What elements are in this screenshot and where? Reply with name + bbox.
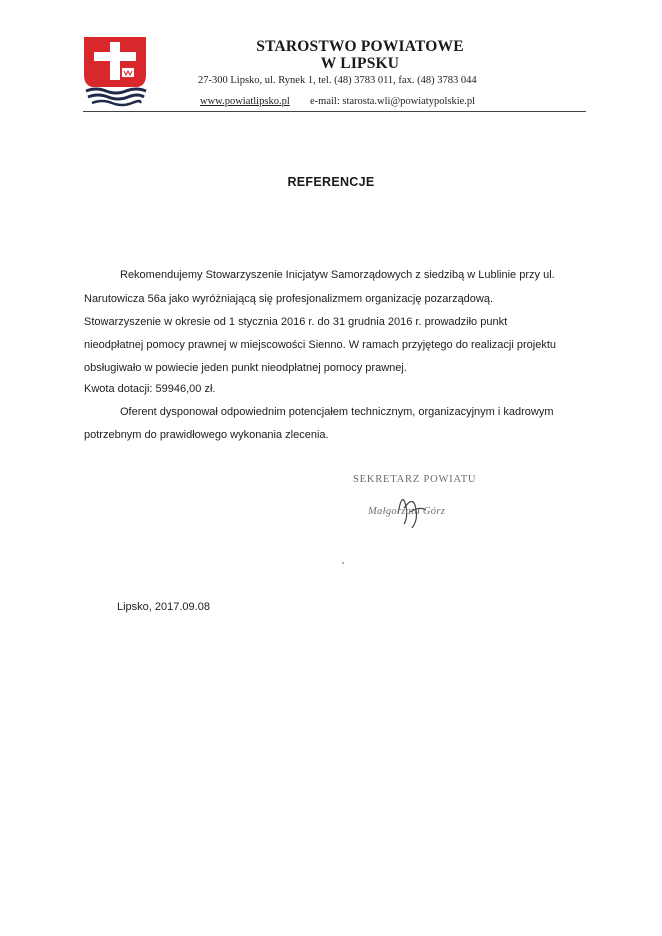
body-line: Rekomendujemy Stowarzyszenie Inicjatyw Samorządowych z siedzibą w Lublinie przy ul. <box>120 269 555 281</box>
body-line: Kwota dotacji: 59946,00 zł. <box>84 383 216 395</box>
org-name-line2: W LIPSKU <box>320 55 400 72</box>
website-link[interactable]: www.powiatlipsko.pl <box>200 96 290 107</box>
body-line: nieodpłatnej pomocy prawnej w miejscowości Sienno. W ramach przyjętego do realizacji projektu <box>84 339 557 351</box>
org-name-line1: STAROSTWO POWIATOWE <box>256 38 464 55</box>
email-line: e-mail: starosta.wli@powiatypolskie.pl <box>310 96 476 107</box>
body-line: Stowarzyszenie w okresie od 1 stycznia 2016 r. do 31 grudnia 2016 r. prowadziło punkt <box>84 316 508 328</box>
header-divider <box>83 111 586 112</box>
crest-icon <box>82 35 148 107</box>
body-line: obsługiwało w powiecie jeden punkt nieodpłatnej pomocy prawnej. <box>84 362 407 374</box>
body-line: potrzebnym do prawidłowego wykonania zlecenia. <box>84 429 329 441</box>
address-line: 27-300 Lipsko, ul. Rynek 1, tel. (48) 3783 011, fax. (48) 3783 044 <box>198 75 477 86</box>
body-line: Narutowicza 56a jako wyróżniającą się profesjonalizmem organizację pozarządową. <box>84 293 494 305</box>
signature-name: Małgorzata Górz <box>368 506 446 517</box>
document-title: REFERENCJE <box>287 175 375 189</box>
signature-stamp-title: SEKRETARZ POWIATU <box>353 474 477 485</box>
place-date: Lipsko, 2017.09.08 <box>117 601 210 613</box>
scan-speck <box>342 562 344 564</box>
body-line: Oferent dysponował odpowiednim potencjałem technicznym, organizacyjnym i kadrowym <box>120 406 554 418</box>
